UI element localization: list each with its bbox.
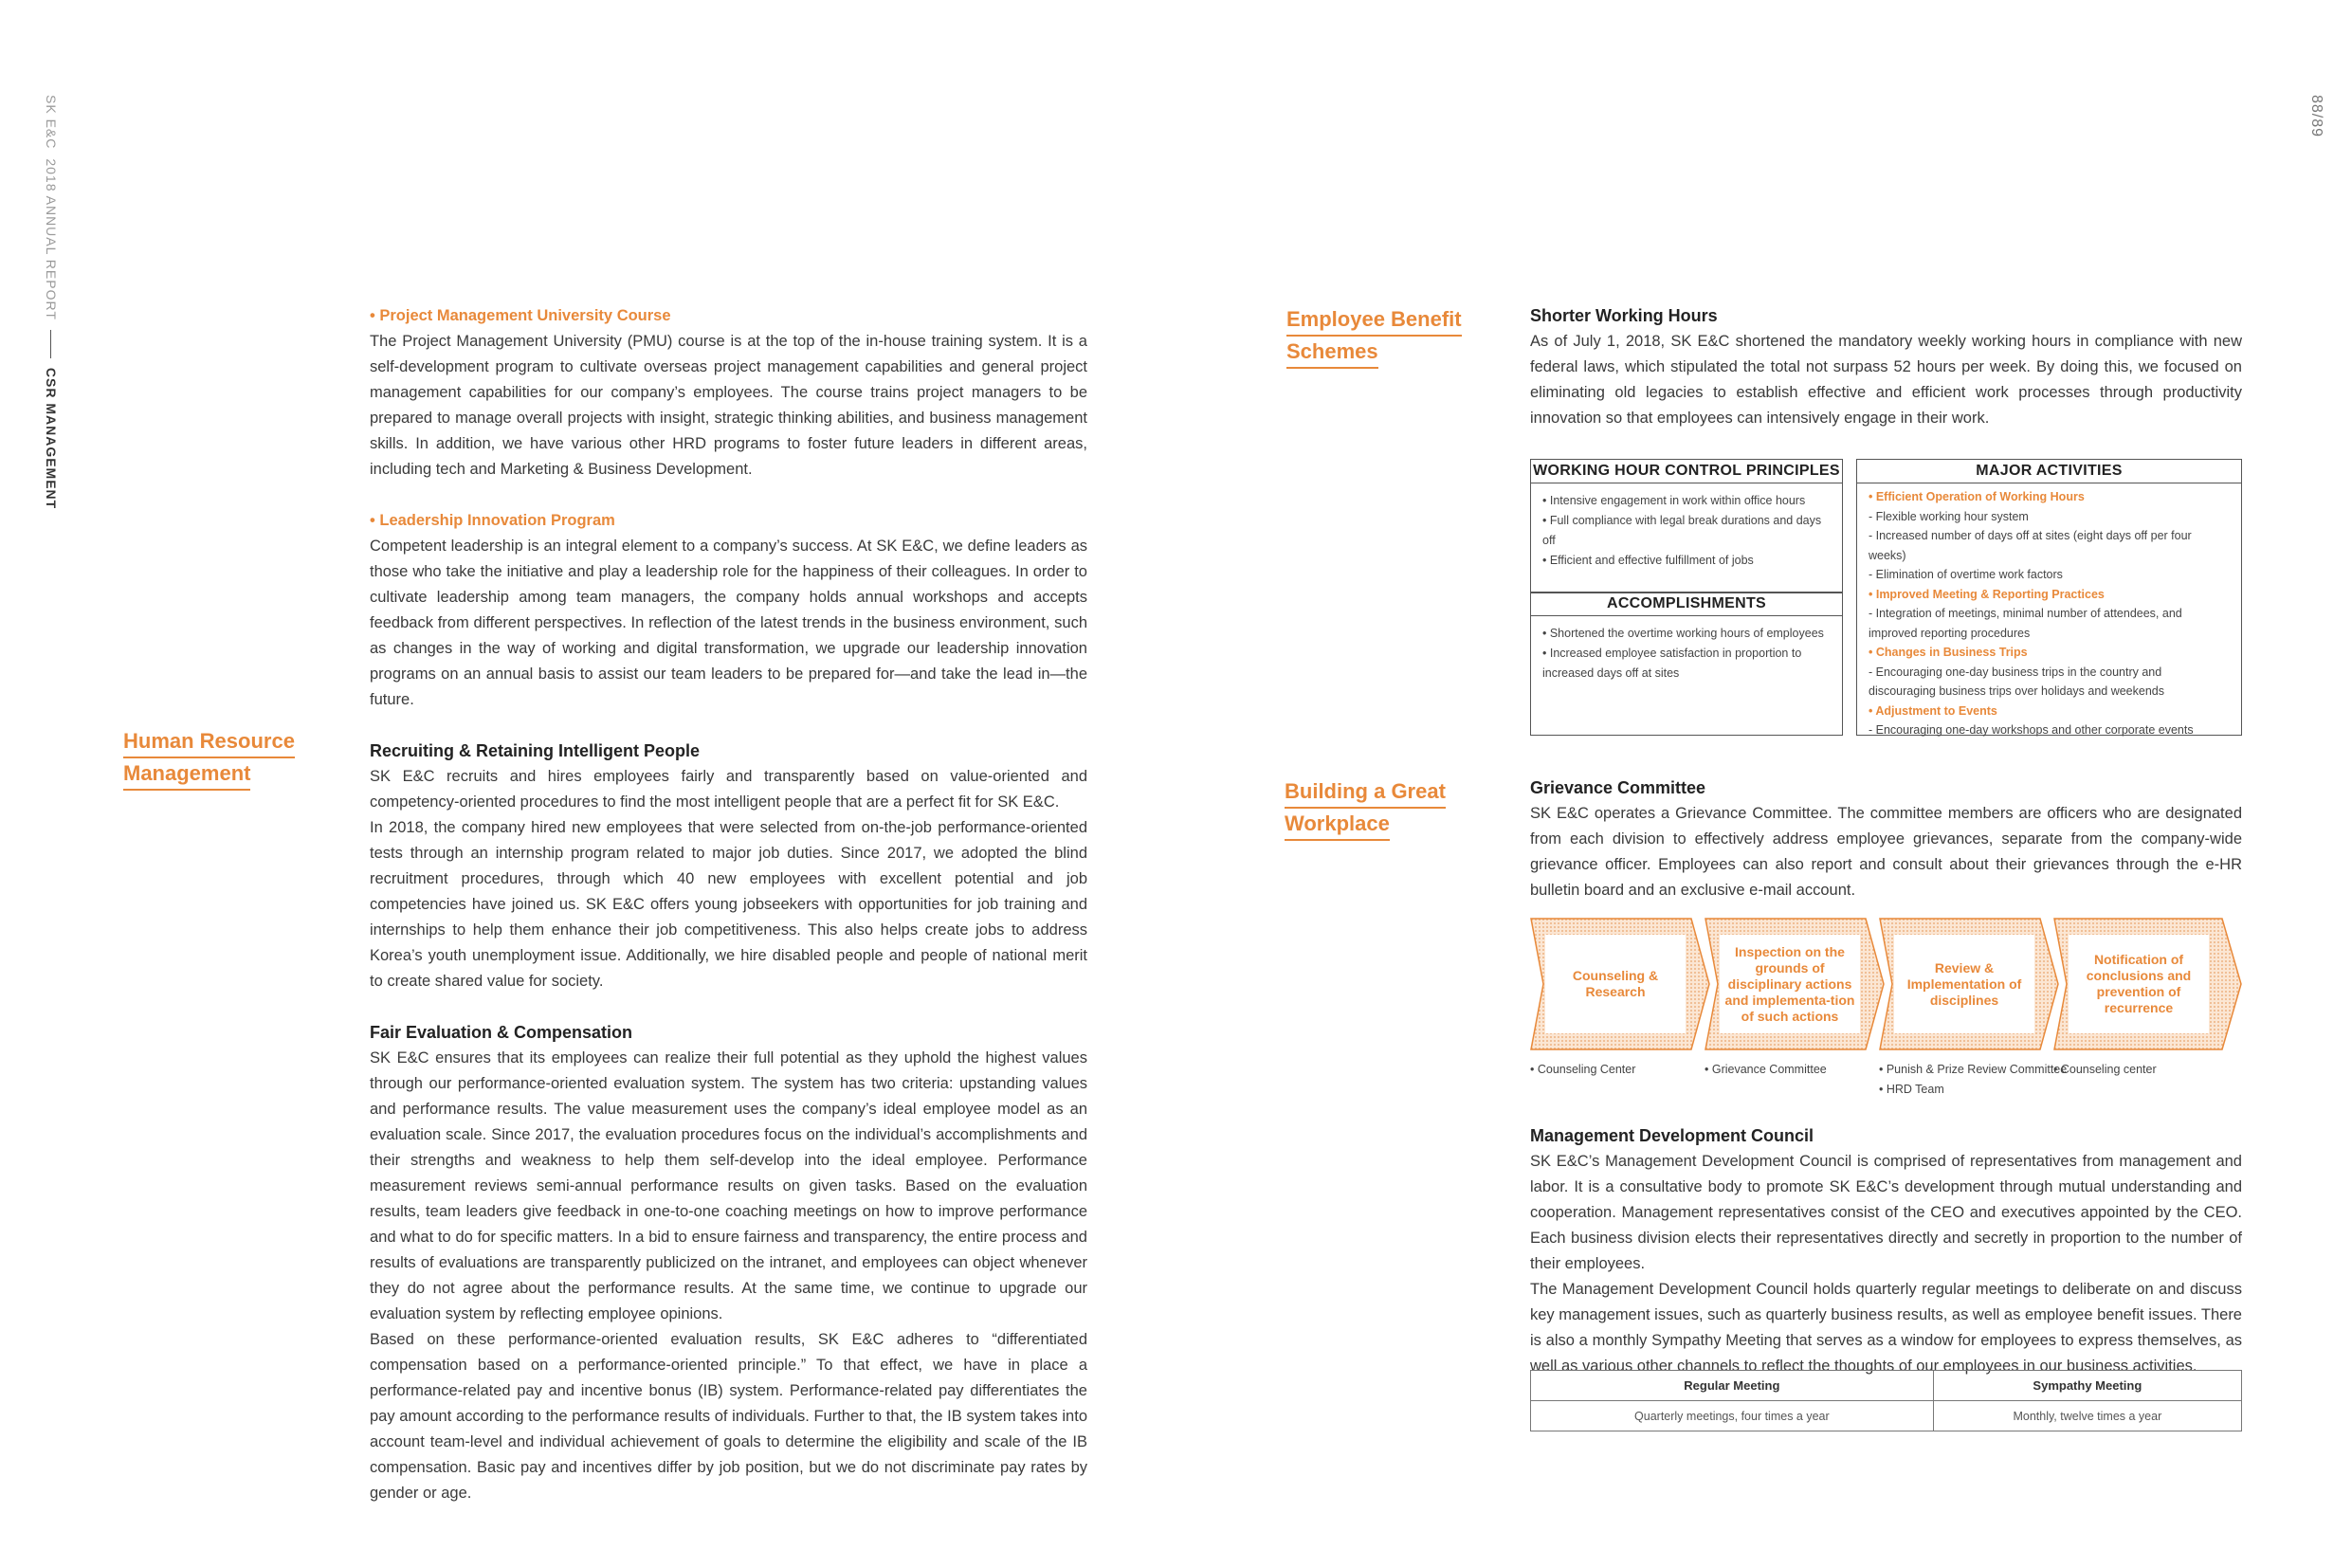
flow-note-1	[1530, 1060, 1635, 1080]
table-header: Sympathy Meeting	[1933, 1371, 2241, 1401]
grievance-body: SK E&C operates a Grievance Committee. The committee members are officers who are designated from each division to effectively address employee grievances, separate from the company-wide grievance officer. Employees can also report and consult about their grievances through the e-HR bulletin board and an exclusive e-mail account.	[1530, 805, 2242, 899]
pmu-body: The Project Management University (PMU) course is at the top of the in-house training system. It is a self-development program to cultivate overseas project management capabilities and general project management capabilities for our company’s employees. The course trains project managers to be prepared to manage overall projects with insight, strategic thinking abilities, and business management skills. In addition, we have various other HRD programs to foster future leaders in different areas, including tech and Marketing & Business Development.	[370, 333, 1087, 478]
grievance-column	[1530, 775, 2242, 903]
list-item: • Increased employee satisfaction in proportion to increased days off at sites	[1542, 647, 1802, 680]
heading-line-2: Schemes	[1286, 337, 1378, 369]
list-item: • Intensive engagement in work within office hours	[1542, 494, 1806, 507]
page-numbers: 88/89	[2308, 95, 2325, 138]
table-header-row	[1531, 1371, 2242, 1401]
benefit-title: Shorter Working Hours	[1530, 306, 1718, 325]
heading-line-2: Workplace	[1285, 809, 1390, 841]
flow-label: Notification of conclusions and prevention of recurrence	[2069, 935, 2209, 1033]
accomplishments-title: ACCOMPLISHMENTS	[1531, 593, 1842, 616]
left-column	[370, 303, 1087, 1506]
benefit-body: As of July 1, 2018, SK E&C shortened the mandatory weekly working hours in compliance with new federal laws, which stipulated the total not surpass 52 hours per week. By doing this, we focused on eliminating old legacies to establish effective and efficient work processes through productivity innovation so that employees can intensively engage in their work.	[1530, 333, 2242, 427]
fair-paragraph-2: Based on these performance-oriented evaluation results, SK E&C adheres to “differentiated compensation based on a performance-oriented principle.” To that effect, we have in place a performance-related pay and incentive bonus (IB) system. Performance-related pay differentiates the pay amount according to the performance results of individuals. Further to that, the IB system takes into account team-level and individual achievement of goals to determine the eligibility and scale of the IB compensation. Basic pay and incentives differ by job position, but we do not discriminate pay rates by gender or age.	[370, 1331, 1087, 1502]
company-name: SK E&C	[44, 95, 59, 150]
fair-title: Fair Evaluation & Compensation	[370, 1023, 633, 1042]
flow-label: Inspection on the grounds of disciplinary actions and implementa-tion of such actions	[1720, 935, 1860, 1033]
lip-title: • Leadership Innovation Program	[370, 512, 615, 529]
heading-line-1: Human Resource	[123, 726, 295, 758]
list-item: - Increased number of days off at sites (eight days off per four weeks)	[1869, 529, 2192, 562]
pmu-title: • Project Management University Course	[370, 307, 671, 324]
flow-note-item: • Grievance Committee	[1705, 1063, 1827, 1076]
report-name: 2018 ANNUAL REPORT	[44, 158, 59, 320]
flow-note-3	[1879, 1060, 2067, 1100]
flow-note-4	[2053, 1060, 2157, 1080]
grievance-title: Grievance Committee	[1530, 778, 1706, 797]
flow-label: Review & Implementation of disciplines	[1894, 935, 2034, 1033]
council-paragraph-1: SK E&C’s Management Development Council is comprised of representatives from management and labor. It is a consultative body to promote SK E&C’s development through mutual understanding and cooperation. Management representatives consist of the CEO and executives appointed by the CEO. Each business division elects their representatives directly and secretly in proportion to the number of their employees.	[1530, 1153, 2242, 1272]
recruit-paragraph-1: SK E&C recruits and hires employees fairly and transparently based on value-oriented and competency-oriented procedures to find the most intelligent people that are a perfect fit for SK E&C.	[370, 768, 1087, 811]
section-heading-benefit	[1286, 304, 1476, 369]
list-item: • Efficient and effective fulfillment of jobs	[1542, 554, 1754, 567]
heading-line-1: Building a Great	[1285, 776, 1446, 809]
lip-body: Competent leadership is an integral element to a company’s success. At SK E&C, we define leaders as those who take the initiative and play a leadership role for the happiness of their colleagues. In order to cultivate leadership among team managers, the company holds annual workshops and accepts feedback from different perspectives. In reflection of the latest trends in the business environment, such as changes in the way of working and digital transformation, we upgrade our leadership innovation programs on an annual basis to assist our team leaders to be prepared for—and take the lead in—the future.	[370, 538, 1087, 708]
section-heading-workplace	[1285, 776, 1474, 841]
flow-step-2	[1705, 918, 1885, 1050]
recruit-paragraph-2: In 2018, the company hired new employees that were selected from on-the-job performance-oriented tests through an internship program related to major job duties. Since 2017, we adopted the blind recruitment procedures, through which 40 new employees with excellent potential and job competencies have joined us. SK E&C offers young jobseekers with opportunities for job training and internships to help them enhance their job competitiveness. This also helps create jobs to address Korea’s youth unemployment issue. Additionally, we hire disabled people and people of national merit to create shared value for society.	[370, 819, 1087, 990]
heading-line-1: Employee Benefit	[1286, 304, 1462, 337]
flow-label: Counseling & Research	[1545, 935, 1686, 1033]
table-cell: Monthly, twelve times a year	[1933, 1401, 2241, 1431]
list-item: - Integration of meetings, minimal number of attendees, and improved reporting procedures	[1869, 607, 2182, 640]
recruit-title: Recruiting & Retaining Intelligent People	[370, 741, 701, 760]
flow-step-4	[2053, 918, 2233, 1050]
list-item: - Encouraging one-day business trips in the country and discouraging business trips over holidays and weekends	[1869, 665, 2164, 698]
flow-step-3	[1879, 918, 2059, 1050]
flow-note-item: • Counseling center	[2053, 1063, 2157, 1076]
list-item: • Adjustment to Events	[1869, 703, 1997, 718]
council-title: Management Development Council	[1530, 1126, 1814, 1145]
table-row	[1531, 1401, 2242, 1431]
council-paragraph-2: The Management Development Council holds quarterly regular meetings to deliberate on and discuss key management issues, such as quarterly business results, as well as employee benefit issues. There is also a monthly Sympathy Meeting that serves as a window for employees to express themselves, as well as various other channels to reflect the thoughts of our employees in our business activities.	[1530, 1281, 2242, 1375]
list-item: • Efficient Operation of Working Hours	[1869, 490, 2085, 503]
flow-note-item: • HRD Team	[1879, 1083, 1944, 1096]
list-item: • Full compliance with legal break durations and days off	[1542, 514, 1822, 547]
list-item: • Shortened the overtime working hours of employees	[1542, 627, 1824, 640]
activities-box	[1856, 459, 2242, 736]
section-name: CSR MANAGEMENT	[44, 367, 59, 510]
activities-title: MAJOR ACTIVITIES	[1857, 460, 2241, 483]
table-header: Regular Meeting	[1531, 1371, 1934, 1401]
list-item: - Elimination of overtime work factors	[1869, 568, 2063, 581]
header-divider	[51, 330, 52, 358]
list-item: • Improved Meeting & Reporting Practices	[1869, 587, 2105, 601]
running-header	[44, 95, 59, 509]
flow-note-2	[1705, 1060, 1827, 1080]
accomplishments-box	[1530, 592, 1843, 736]
meeting-table	[1530, 1370, 2242, 1431]
flow-note-item: • Punish & Prize Review Committee	[1879, 1063, 2068, 1076]
heading-line-2: Management	[123, 758, 250, 791]
list-item: - Encouraging one-day workshops and other corporate events	[1869, 723, 2194, 737]
benefit-column	[1530, 303, 2242, 431]
principles-title: WORKING HOUR CONTROL PRINCIPLES	[1531, 460, 1842, 483]
section-heading-hr	[123, 726, 313, 791]
list-item: - Flexible working hour system	[1869, 509, 2029, 523]
flow-step-1	[1530, 918, 1710, 1050]
table-cell: Quarterly meetings, four times a year	[1531, 1401, 1934, 1431]
fair-paragraph-1: SK E&C ensures that its employees can realize their full potential as they uphold the highest values through our performance-oriented evaluation system. The system has two criteria: upstanding values and performance results. The value measurement uses the company’s ideal employee model as an evaluation scale. Since 2017, the evaluation procedures focus on the individual’s accomplishments and their strengths and weakness to help them self-develop into the ideal employee. Performance measurement reviews semi-annual performance results on given tasks. Based on the evaluation results, team leaders give feedback in one-to-one coaching meetings on how to improve performance and what to do for specific matters. In a bid to ensure fairness and transparency, the entire process and results of evaluations are transparently publicized on the intranet, and employees can object whenever they do not agree about the performance results. At the same time, we continue to upgrade our evaluation system by reflecting employee opinions.	[370, 1049, 1087, 1322]
list-item: • Changes in Business Trips	[1869, 646, 2028, 659]
flow-note-item: • Counseling Center	[1530, 1063, 1636, 1076]
council-column	[1530, 1123, 2242, 1379]
principles-box	[1530, 459, 1843, 593]
